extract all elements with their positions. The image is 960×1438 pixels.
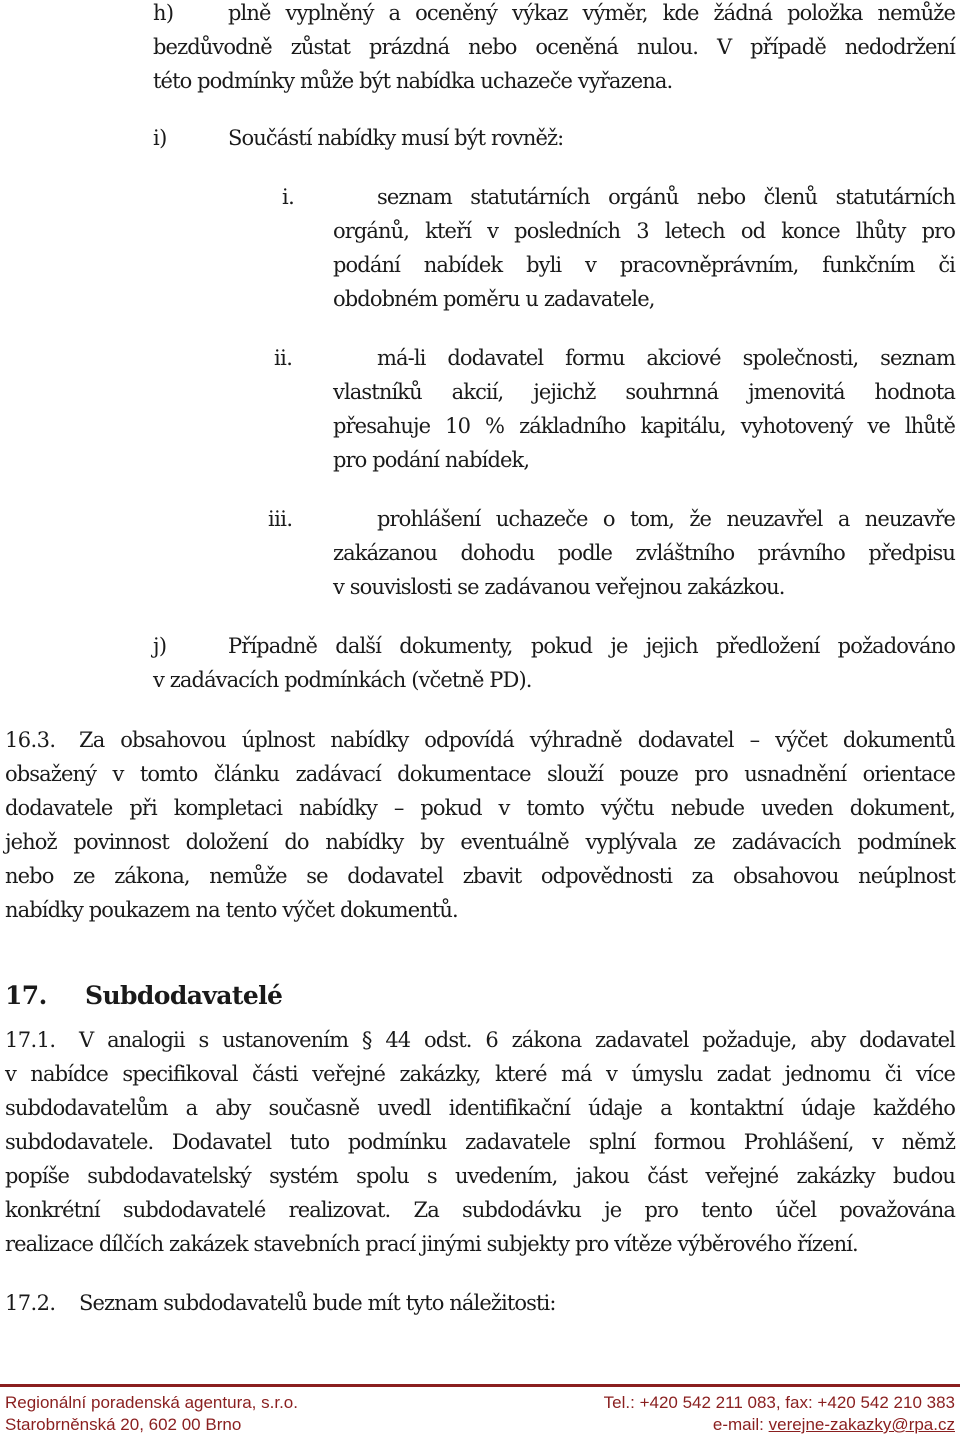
item-j-line-1: Případně další dokumenty, pokud je jejich předložení požadováno xyxy=(228,634,955,658)
subitem-2-line-2: vlastníků akcií, jejichž souhrnná jmenovitá hodnota xyxy=(333,380,955,404)
para-16-3-line-3: dodavatele při kompletaci nabídky – pokud v tomto výčtu nebude uveden dokument, xyxy=(5,796,955,820)
para-17-1-line-3: subdodavatelům a aby současně uvedl identifikační údaje a kontaktní údaje každého xyxy=(5,1096,955,1120)
section-17-number: 17. xyxy=(5,981,47,1010)
item-i-text: Součástí nabídky musí být rovněž: xyxy=(228,126,564,150)
subitem-1-label: i. xyxy=(282,185,295,209)
footer-phone: Tel.: +420 542 211 083, fax: +420 542 210 383 xyxy=(603,1393,955,1412)
item-h-label: h) xyxy=(153,1,174,25)
item-h-line-2: bezdůvodně zůstat prázdná nebo oceněná nulou. V případě nedodržení xyxy=(153,35,955,59)
subitem-1-line-4: obdobném poměru u zadavatele, xyxy=(333,287,655,311)
para-16-3-line-2: obsažený v tomto článku zadávací dokumentace slouží pouze pro usnadnění orientace xyxy=(5,762,955,786)
para-17-1-line-5: popíše subdodavatelský systém spolu s uvedením, jakou část veřejné zakázky budou xyxy=(5,1164,955,1188)
para-17-1-line-7: realizace dílčích zakázek stavebních prací jinými subjekty pro vítěze výběrového řízení. xyxy=(5,1232,858,1256)
footer-divider xyxy=(0,1384,960,1387)
footer-email-link[interactable]: verejne-zakazky@rpa.cz xyxy=(768,1415,955,1434)
subitem-3-line-1: prohlášení uchazeče o tom, že neuzavřel a neuzavře xyxy=(377,507,955,531)
para-17-1-line-4: subdodavatele. Dodavatel tuto podmínku zadavatele splní formou Prohlášení, v němž xyxy=(5,1130,955,1154)
footer-address: Starobrněnská 20, 602 00 Brno xyxy=(5,1415,242,1434)
subitem-2-line-1: má-li dodavatel formu akciové společnosti, seznam xyxy=(377,346,955,370)
subitem-3-label: iii. xyxy=(268,507,293,531)
subitem-1-line-3: podání nabídek byli v pracovněprávním, funkčním či xyxy=(333,253,955,277)
para-16-3-line-5: nebo ze zákona, nemůže se dodavatel zbavit odpovědnosti za obsahovou neúplnost xyxy=(5,864,955,888)
para-16-3-line-4: jehož povinnost doložení do nabídky by eventuálně vyplývala ze zadávacích podmínek xyxy=(5,830,955,854)
para-17-2-number: 17.2. xyxy=(5,1291,56,1315)
para-17-1-line-1: V analogii s ustanovením § 44 odst. 6 zákona zadavatel požaduje, aby dodavatel xyxy=(79,1028,955,1052)
item-h-line-3: této podmínky může být nabídka uchazeče vyřazena. xyxy=(153,69,673,93)
item-h-line-1: plně vyplněný a oceněný výkaz výměr, kde žádná položka nemůže xyxy=(228,1,955,25)
section-17-title: Subdodavatelé xyxy=(85,981,283,1010)
subitem-2-label: ii. xyxy=(274,346,293,370)
subitem-2-line-4: pro podání nabídek, xyxy=(333,448,530,472)
para-16-3-line-1: Za obsahovou úplnost nabídky odpovídá výhradně dodavatel – výčet dokumentů xyxy=(79,728,955,752)
subitem-3-line-2: zakázanou dohodu podle zvláštního právního předpisu xyxy=(333,541,955,565)
footer-company: Regionální poradenská agentura, s.r.o. xyxy=(5,1393,298,1412)
footer-email-label: e-mail: xyxy=(712,1415,769,1434)
item-i-label: i) xyxy=(153,126,167,150)
item-j-line-2: v zadávacích podmínkách (včetně PD). xyxy=(153,668,532,692)
subitem-1-line-1: seznam statutárních orgánů nebo členů statutárních xyxy=(377,185,955,209)
footer-email-line xyxy=(713,1413,955,1437)
para-16-3-number: 16.3. xyxy=(5,728,56,752)
para-17-2-text: Seznam subdodavatelů bude mít tyto náležitosti: xyxy=(79,1291,556,1315)
item-j-label: j) xyxy=(153,634,167,658)
para-17-1-line-6: konkrétní subdodavatelé realizovat. Za subdodávku je pro tento účel považována xyxy=(5,1198,955,1222)
para-17-1-line-2: v nabídce specifikoval části veřejné zakázky, které má v úmyslu zadat jednomu či více xyxy=(5,1062,955,1086)
subitem-2-line-3: přesahuje 10 % základního kapitálu, vyhotovený ve lhůtě xyxy=(333,414,955,438)
para-17-1-number: 17.1. xyxy=(5,1028,56,1052)
para-16-3-line-6: nabídky poukazem na tento výčet dokumentů. xyxy=(5,898,458,922)
subitem-1-line-2: orgánů, kteří v posledních 3 letech od konce lhůty pro xyxy=(333,219,955,243)
subitem-3-line-3: v souvislosti se zadávanou veřejnou zakázkou. xyxy=(333,575,785,599)
